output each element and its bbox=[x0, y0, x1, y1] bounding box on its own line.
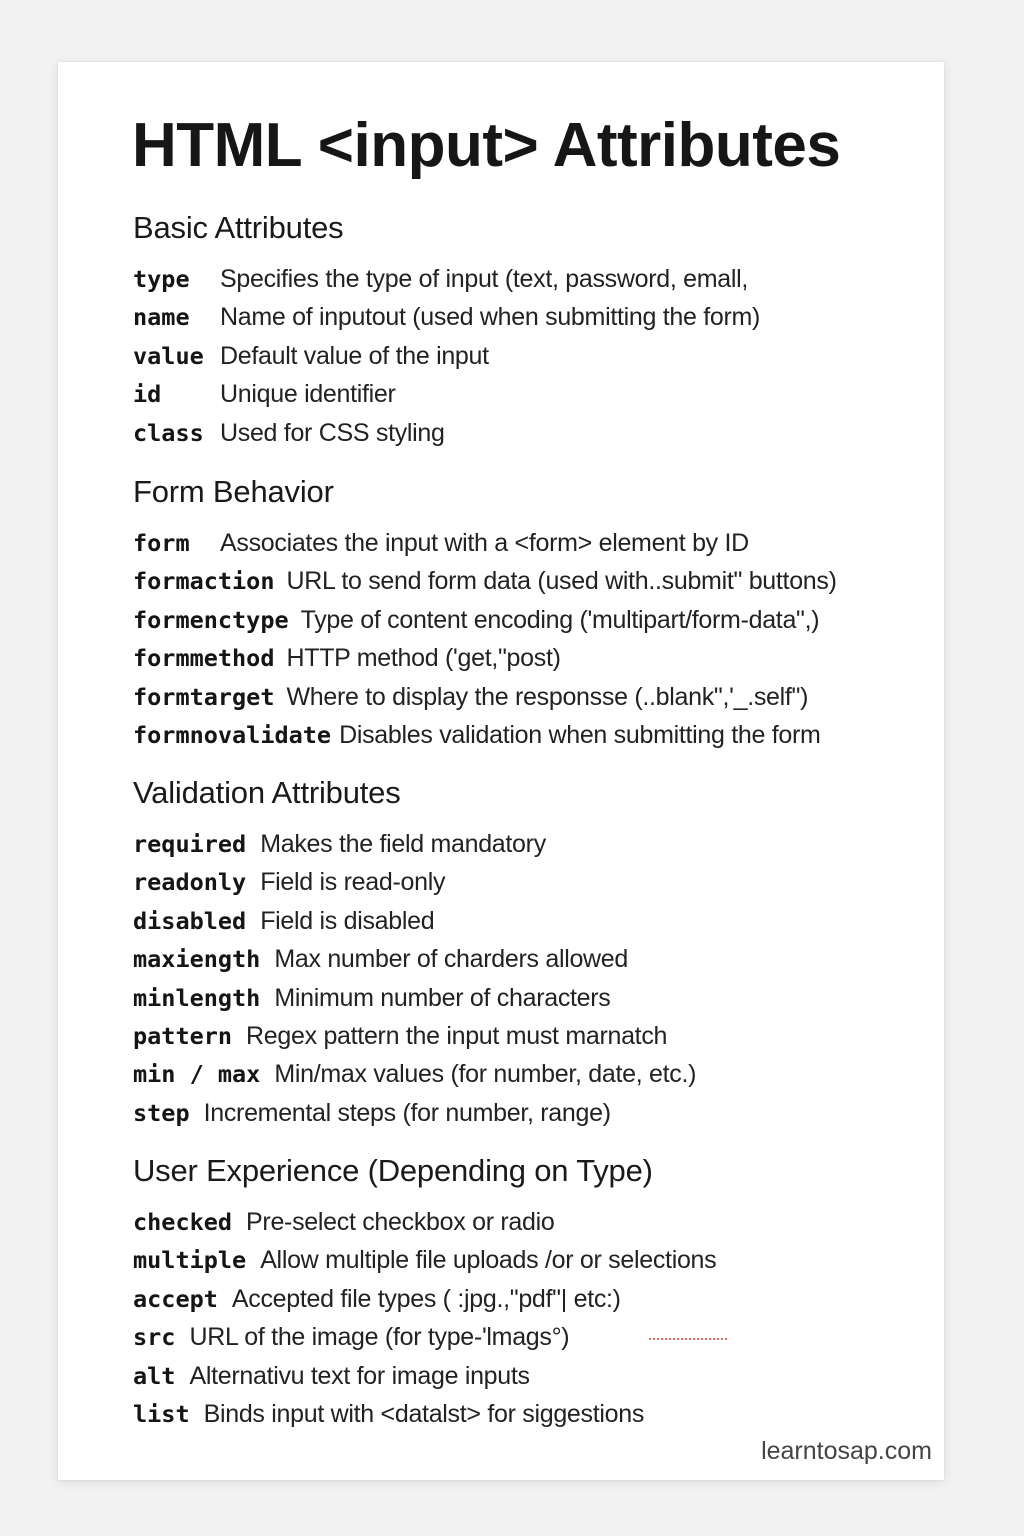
attribute-name: formnovalidate bbox=[133, 720, 332, 749]
attribute-description: Min/max values (for number, date, etc.) bbox=[274, 1060, 697, 1089]
attribute-row bbox=[133, 1017, 696, 1055]
attribute-name: disabled bbox=[133, 906, 247, 935]
attribute-row bbox=[133, 260, 760, 298]
reference-card bbox=[58, 62, 944, 1480]
attribute-row bbox=[133, 1357, 716, 1395]
attribute-row bbox=[133, 1241, 716, 1279]
attribute-description: Allow multiple file uploads /or or selections bbox=[260, 1246, 717, 1275]
attribute-name: form bbox=[133, 529, 190, 557]
attribute-description: Unique identifier bbox=[220, 380, 396, 409]
attribute-row bbox=[133, 1203, 716, 1241]
attribute-name: step bbox=[133, 1098, 190, 1127]
attribute-row bbox=[133, 902, 696, 940]
attribute-name: pattern bbox=[133, 1021, 233, 1050]
attribute-row bbox=[133, 716, 837, 754]
attribute-description: Alternativu text for image inputs bbox=[189, 1361, 530, 1390]
site-watermark: learntosap.com bbox=[761, 1437, 932, 1465]
attribute-row bbox=[133, 1395, 716, 1433]
attribute-name: maxiength bbox=[133, 945, 261, 974]
attribute-description: Binds input with <datalst> for siggestions bbox=[203, 1399, 645, 1428]
attribute-name: alt bbox=[133, 1361, 176, 1390]
attribute-row bbox=[133, 524, 837, 562]
attribute-description: URL to send form data (used with..submit" buttons) bbox=[286, 567, 837, 596]
attribute-name: value bbox=[133, 341, 204, 370]
attribute-description: Makes the field mandatory bbox=[260, 830, 546, 858]
attribute-name: formaction bbox=[133, 567, 275, 596]
attribute-name: formtarget bbox=[133, 682, 275, 711]
attribute-row bbox=[133, 1094, 696, 1132]
attribute-name: required bbox=[133, 830, 247, 858]
attribute-description: Field is read-only bbox=[260, 868, 446, 897]
attribute-description: Type of content encoding ('multipart/form-data",) bbox=[300, 605, 820, 634]
section-form-behavior bbox=[133, 474, 837, 754]
attribute-name: readonly bbox=[133, 868, 247, 897]
attribute-row bbox=[133, 940, 696, 978]
attribute-name: type bbox=[133, 265, 190, 293]
attribute-name: name bbox=[133, 303, 190, 332]
section-validation-attributes bbox=[133, 775, 696, 1132]
section-heading: Validation Attributes bbox=[133, 775, 401, 810]
attribute-description: Associates the input with a <form> element by ID bbox=[220, 529, 749, 557]
attribute-row bbox=[133, 825, 696, 863]
attribute-description: Used for CSS styling bbox=[220, 418, 445, 447]
attribute-name: list bbox=[133, 1399, 190, 1428]
attribute-row bbox=[133, 601, 837, 639]
attribute-description: Minimum number of characters bbox=[274, 983, 611, 1012]
section-heading: Basic Attributes bbox=[133, 210, 344, 245]
attribute-name: src bbox=[133, 1323, 176, 1352]
page-title: HTML <input> Attributes bbox=[132, 111, 841, 180]
attribute-description: Field is disabled bbox=[260, 906, 435, 935]
attribute-row bbox=[133, 337, 760, 375]
attribute-row bbox=[133, 979, 696, 1017]
attribute-name: multiple bbox=[133, 1246, 247, 1275]
attribute-description: Name of inputout (used when submitting the form) bbox=[220, 303, 761, 332]
attribute-row bbox=[133, 863, 696, 901]
attribute-row bbox=[133, 298, 760, 336]
spellcheck-underline bbox=[649, 1338, 727, 1340]
attribute-description: Default value of the input bbox=[220, 341, 489, 370]
attribute-name: min / max bbox=[133, 1060, 261, 1089]
attribute-row bbox=[133, 678, 837, 716]
attribute-description: Disables validation when submitting the form bbox=[339, 720, 821, 749]
attribute-row bbox=[133, 562, 837, 600]
attribute-name: class bbox=[133, 418, 204, 447]
attribute-description: Specifies the type of input (text, password, emall, bbox=[220, 265, 749, 293]
attribute-name: formenctype bbox=[133, 605, 289, 634]
attribute-description: Where to display the responsse (..blank",'_.self") bbox=[286, 682, 809, 711]
section-basic-attributes bbox=[133, 210, 760, 452]
attribute-row bbox=[133, 639, 837, 677]
attribute-name: formmethod bbox=[133, 644, 275, 673]
attribute-row bbox=[133, 1055, 696, 1093]
section-user-experience bbox=[133, 1153, 716, 1433]
attribute-name: checked bbox=[133, 1208, 233, 1236]
attribute-description: URL of the image (for type-'lmags°) bbox=[189, 1323, 570, 1352]
attribute-row bbox=[133, 414, 760, 452]
attribute-row bbox=[133, 1280, 716, 1318]
attribute-description: Pre-select checkbox or radio bbox=[246, 1208, 555, 1236]
section-heading: Form Behavior bbox=[133, 474, 334, 509]
attribute-row bbox=[133, 1318, 716, 1356]
attribute-description: HTTP method ('get,"post) bbox=[286, 644, 561, 673]
attribute-description: Max number of charders allowed bbox=[274, 945, 629, 974]
attribute-name: id bbox=[133, 380, 162, 409]
attribute-description: Incremental steps (for number, range) bbox=[203, 1098, 611, 1127]
attribute-name: minlength bbox=[133, 983, 261, 1012]
attribute-name: accept bbox=[133, 1284, 218, 1313]
attribute-row bbox=[133, 375, 760, 413]
attribute-description: Regex pattern the input must marnatch bbox=[246, 1021, 668, 1050]
attribute-description: Accepted file types ( :jpg.,"pdf"| etc:) bbox=[231, 1284, 621, 1313]
section-heading: User Experience (Depending on Type) bbox=[133, 1153, 653, 1188]
